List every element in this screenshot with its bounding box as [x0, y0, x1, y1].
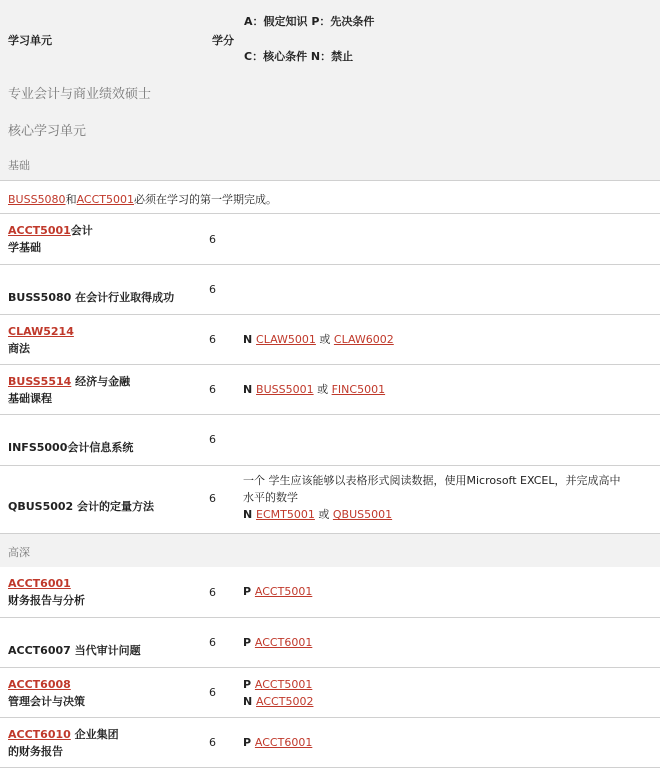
section-degree [0, 72, 660, 108]
header-unit: 学习单元 [8, 34, 52, 47]
unit-cell [8, 373, 203, 407]
req-assumed-2: 水平的数学 [243, 491, 298, 504]
section-core-label: 核心学习单元 [8, 124, 87, 139]
requirement-cell [243, 734, 653, 751]
unit-link[interactable]: ACCT6008 [8, 678, 71, 691]
table-row [0, 466, 660, 534]
unit-name-2: 基础课程 [8, 392, 52, 405]
req-type: P [243, 678, 255, 691]
req-type: N [243, 333, 257, 346]
requirement-cell [243, 634, 653, 651]
unit-name: 经济与金融 [71, 375, 131, 388]
credit-cell: 6 [209, 333, 216, 346]
unit-link[interactable]: ACCT5001 [8, 224, 71, 237]
requirement-cell [243, 472, 653, 523]
req-or: 或 [314, 508, 333, 521]
table-row [0, 265, 660, 315]
req-link[interactable]: ACCT5001 [254, 585, 313, 598]
req-link[interactable]: ECMT5001 [256, 508, 315, 521]
credit-cell: 6 [209, 492, 216, 505]
note-mid: 和 [65, 193, 77, 206]
unit-name: 企业集团 [70, 728, 119, 741]
credit-cell: 6 [209, 736, 216, 749]
req-link[interactable]: QBUS5001 [332, 508, 393, 521]
table-row [0, 214, 660, 265]
credit-cell: 6 [209, 283, 216, 296]
table-header [0, 0, 660, 72]
note-row [0, 180, 660, 214]
req-type: N [243, 695, 257, 708]
section-foundation [0, 145, 660, 180]
note-text [8, 191, 277, 207]
credit-cell: 6 [209, 636, 216, 649]
req-type: P [243, 736, 255, 749]
req-link[interactable]: CLAW5001 [256, 333, 316, 346]
requirement-cell [243, 583, 653, 600]
req-type: N [243, 508, 257, 521]
unit-name: 财务报告与分析 [8, 594, 85, 607]
unit-name: 商法 [8, 342, 30, 355]
credit-cell: 6 [209, 383, 216, 396]
unit-name-2: 学基础 [8, 241, 41, 254]
table-row [0, 415, 660, 466]
section-advanced-label: 高深 [8, 546, 30, 559]
table-row [0, 365, 660, 415]
unit-cell: BUSS5080 在会计行业取得成功 [8, 291, 175, 304]
section-degree-label: 专业会计与商业绩效硕士 [8, 87, 152, 102]
unit-link[interactable]: ACCT6010 [8, 728, 71, 741]
unit-link[interactable]: ACCT6001 [8, 577, 71, 590]
table-row [0, 315, 660, 365]
header-legend-1: A：假定知识 P：先决条件 [244, 15, 375, 28]
unit-link[interactable]: BUSS5514 [8, 375, 72, 388]
credit-cell: 6 [209, 586, 216, 599]
req-type: P [243, 585, 255, 598]
unit-cell [8, 323, 203, 357]
credit-cell: 6 [209, 233, 216, 246]
unit-name-2: 的财务报告 [8, 745, 63, 758]
unit-cell: QBUS5002 会计的定量方法 [8, 500, 155, 513]
unit-cell [8, 676, 203, 710]
req-link[interactable]: CLAW6002 [333, 333, 394, 346]
unit-name: 管理会计与决策 [8, 695, 85, 708]
table-row [0, 618, 660, 668]
unit-link[interactable]: CLAW5214 [8, 325, 74, 338]
header-legend-2: C：核心条件 N：禁止 [244, 50, 354, 63]
section-advanced [0, 534, 660, 567]
table-row [0, 718, 660, 768]
section-core [0, 108, 660, 145]
req-link[interactable]: ACCT6001 [254, 636, 313, 649]
req-or: 或 [313, 383, 332, 396]
req-link[interactable]: BUSS5001 [256, 383, 314, 396]
table-row [0, 668, 660, 718]
requirement-cell [243, 331, 653, 348]
unit-cell [8, 222, 203, 256]
credit-cell: 6 [209, 433, 216, 446]
requirement-cell [243, 381, 653, 398]
unit-name: 会计 [70, 224, 93, 237]
req-link[interactable]: FINC5001 [331, 383, 386, 396]
table-row [0, 567, 660, 618]
unit-cell [8, 575, 203, 609]
unit-cell: INFS5000会计信息系统 [8, 441, 134, 454]
credit-cell: 6 [209, 686, 216, 699]
req-or: 或 [315, 333, 334, 346]
req-link[interactable]: ACCT6001 [254, 736, 313, 749]
header-credit: 学分 [212, 34, 234, 47]
req-type: P [243, 636, 255, 649]
unit-cell: ACCT6007 当代审计问题 [8, 644, 141, 657]
link-acct5001[interactable]: ACCT5001 [76, 193, 134, 206]
section-foundation-label: 基础 [8, 159, 30, 172]
req-link[interactable]: ACCT5002 [256, 695, 314, 708]
link-buss5080[interactable]: BUSS5080 [8, 193, 66, 206]
unit-cell [8, 726, 203, 760]
req-link[interactable]: ACCT5001 [254, 678, 313, 691]
note-tail: 必须在学习的第一学期完成。 [133, 193, 277, 206]
requirement-cell [243, 676, 653, 710]
req-type: N [243, 383, 257, 396]
req-assumed-1: 一个 学生应该能够以表格形式阅读数据，使用Microsoft EXCEL，并完成高中 [243, 474, 621, 487]
